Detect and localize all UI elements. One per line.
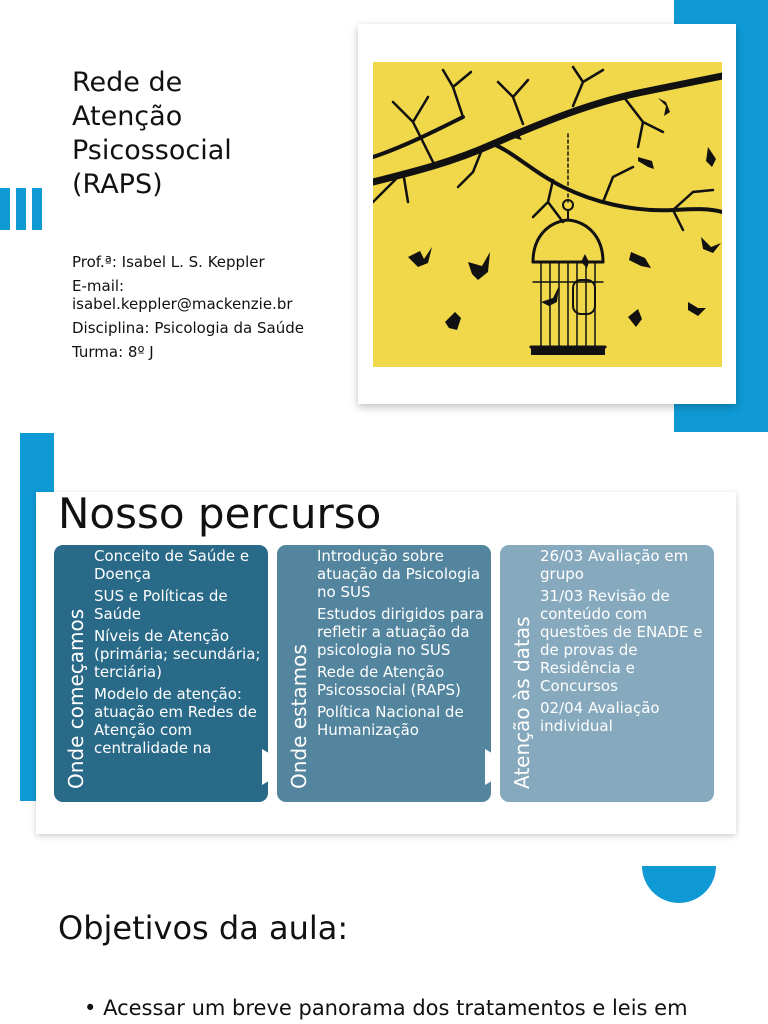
list-item: 02/04 Avaliação individual [540,699,660,735]
list-item: Política Nacional de Humanização [317,703,464,739]
email-address: isabel.keppler@mackenzie.br [72,295,293,313]
class-group: Turma: 8º J [72,343,154,361]
list-item: Rede de Atenção Psicossocial (RAPS) [317,663,461,699]
slide-heading: Nosso percurso [58,489,382,538]
panel-label: Onde estamos [287,644,311,789]
email-block [72,277,352,313]
list-item: Conceito de Saúde e Doença [94,547,250,583]
panel-onde-comecamos [54,545,268,802]
list-item: 26/03 Avaliação em grupo [540,547,689,583]
email-label: E-mail: [72,277,125,295]
blue-semicircle-decoration [642,866,716,903]
list-item: Níveis de Atenção (primária; secundária; terciária) [94,627,261,681]
bullet-icon: • [84,996,97,1020]
slide-course-path [0,432,768,866]
panel-list [317,547,491,743]
list-item: Modelo de atenção: atuação em Redes de Atenção com centralidade na [94,685,257,757]
presenter-info [72,253,352,367]
panel-label: Onde começamos [64,608,88,789]
presentation-title: Rede de Atenção Psicossocial (RAPS) [72,67,232,200]
list-item: SUS e Políticas de Saúde [94,587,228,623]
panel-onde-estamos [277,545,491,802]
objective-text: Acessar um breve panorama dos tratamentos e leis em [103,996,688,1020]
list-item: 31/03 Revisão de conteúdo com questões de ENADE e de provas de Residência e Concursos [540,587,703,695]
panel-label: Atenção às datas [510,616,534,789]
blue-stripes-decoration [0,188,46,230]
list-item: Estudos dirigidos para refletir a atuação da psicologia no SUS [317,605,485,659]
objective-bullet [84,994,688,1022]
panel-list [540,547,714,739]
panel-list [94,547,268,761]
professor-name: Prof.ª: Isabel L. S. Keppler [72,253,265,271]
discipline: Disciplina: Psicologia da Saúde [72,319,304,337]
slide-heading: Objetivos da aula: [58,909,349,947]
panel-atencao-datas [500,545,714,802]
birds-and-cage-illustration [373,62,722,367]
list-item: Introdução sobre atuação da Psicologia no SUS [317,547,481,601]
slide-objectives [0,866,768,1024]
slide-title [0,0,768,432]
